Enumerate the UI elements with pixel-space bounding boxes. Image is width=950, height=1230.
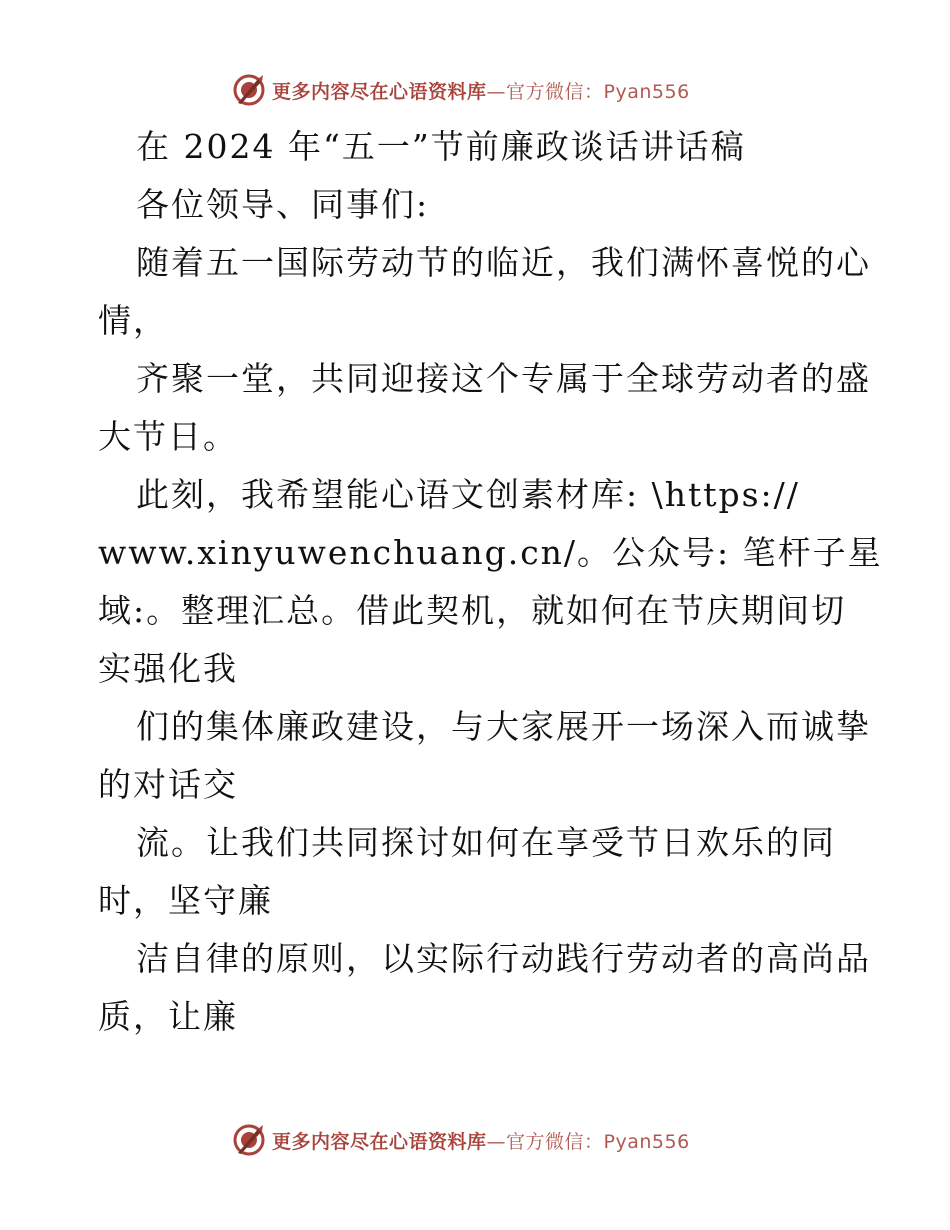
body-line: 此刻，我希望能心语文创素材库: \https://: [136, 475, 800, 514]
banner-wechat-text: —官方微信：Pyan556: [486, 1130, 690, 1153]
body-line: 情，: [98, 301, 168, 340]
quill-seal-logo-icon: [232, 1123, 266, 1157]
body-line: 的对话交: [98, 765, 238, 804]
document-title: 在 2024 年“五一”节前廉政谈话讲话稿: [136, 127, 746, 166]
body-line: 质，让廉: [98, 997, 238, 1036]
body-line: 域:。整理汇总。借此契机，就如何在节庆期间切: [98, 591, 847, 630]
body-line: 们的集体廉政建设，与大家展开一场深入而诚挚: [136, 707, 871, 746]
banner-lead-text: 更多内容尽在心语资料库: [272, 80, 487, 103]
banner-lead-text: 更多内容尽在心语资料库: [272, 1130, 487, 1153]
document-body: [98, 118, 883, 1046]
body-line: 流。让我们共同探讨如何在享受节日欢乐的同: [136, 823, 836, 862]
body-line: 实强化我: [98, 649, 238, 688]
body-line: 齐聚一堂，共同迎接这个专属于全球劳动者的盛: [136, 359, 871, 398]
footer-banner: [232, 1120, 690, 1160]
quill-seal-logo-icon: [232, 73, 266, 107]
salutation-line: 各位领导、同事们:: [136, 185, 430, 224]
body-line: 洁自律的原则，以实际行动践行劳动者的高尚品: [136, 939, 871, 978]
body-line: 随着五一国际劳动节的临近，我们满怀喜悦的心: [136, 243, 871, 282]
header-banner: [232, 70, 690, 110]
banner-wechat-text: —官方微信：Pyan556: [486, 80, 690, 103]
body-line: 时，坚守廉: [98, 881, 273, 920]
body-line: 大节日。: [98, 417, 238, 456]
body-line: www.xinyuwenchuang.cn/。公众号: 笔杆子星: [98, 533, 883, 572]
